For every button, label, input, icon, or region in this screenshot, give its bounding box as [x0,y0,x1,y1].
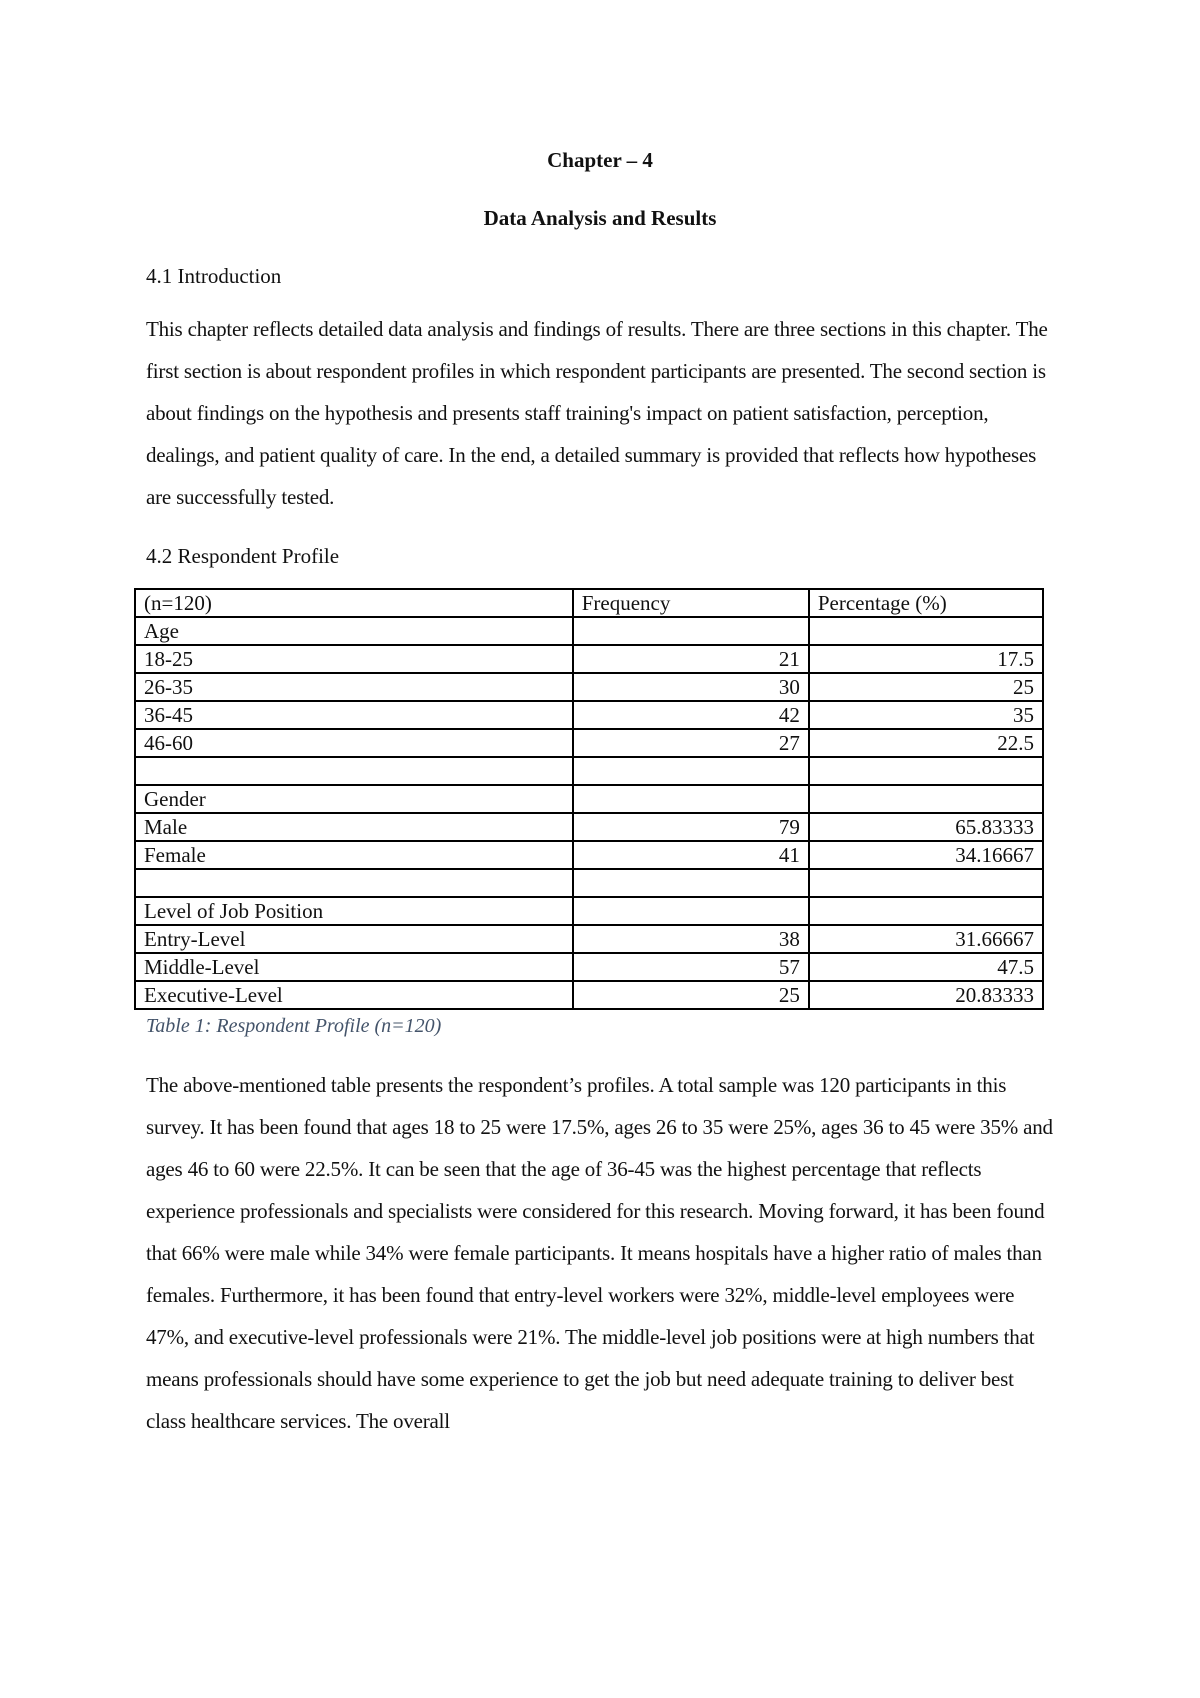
table-cell: 17.5 [809,645,1043,673]
table-cell [809,757,1043,785]
table-row [135,813,1043,841]
table-cell: 41 [573,841,809,869]
table-cell [573,757,809,785]
chapter-title: Chapter – 4 [547,148,653,172]
table-cell: 31.66667 [809,925,1043,953]
table-cell [573,869,809,897]
table-header-cell: Frequency [573,589,809,617]
table-cell: 27 [573,729,809,757]
table-header-row [135,589,1043,617]
table-row [135,729,1043,757]
table-cell: 30 [573,673,809,701]
table-cell: 34.16667 [809,841,1043,869]
table-row [135,897,1043,925]
table-cell: 35 [809,701,1043,729]
table-cell: 36-45 [135,701,573,729]
introduction-paragraph: This chapter reflects detailed data analysis and findings of results. There are three sections in this chapter. The first section is about respondent profiles in which respondent participants are presented. The second section is about findings on the hypothesis and presents staff training's impact on patient satisfaction, perception, dealings, and patient quality of care. In the end, a detailed summary is provided that reflects how hypotheses are successfully tested. [146,317,1048,509]
table-cell: 57 [573,953,809,981]
table-cell: Male [135,813,573,841]
table-cell: 46-60 [135,729,573,757]
table-row [135,673,1043,701]
chapter-subtitle: Data Analysis and Results [483,206,717,230]
table-cell: 21 [573,645,809,673]
table-cell: Female [135,841,573,869]
table-cell: Age [135,617,573,645]
table-cell: 38 [573,925,809,953]
table-cell: 20.83333 [809,981,1043,1009]
table-cell [573,785,809,813]
table-header-cell: (n=120) [135,589,573,617]
table-cell [135,869,573,897]
table-row [135,981,1043,1009]
table-cell: Middle-Level [135,953,573,981]
table-cell: 18-25 [135,645,573,673]
table-row [135,645,1043,673]
table-cell: Gender [135,785,573,813]
table-cell [809,869,1043,897]
table-cell: Executive-Level [135,981,573,1009]
table-caption: Table 1: Respondent Profile (n=120) [146,1015,442,1037]
respondent-profile-heading: 4.2 Respondent Profile [146,544,340,568]
table-cell: 25 [573,981,809,1009]
table-cell [135,757,573,785]
page-content [146,140,1054,1442]
table-row [135,841,1043,869]
table-row [135,869,1043,897]
respondent-profile-table [134,588,1044,1010]
table-row [135,617,1043,645]
table-cell [573,617,809,645]
table-cell: Entry-Level [135,925,573,953]
table-cell [809,785,1043,813]
table-cell: 42 [573,701,809,729]
table-cell: Level of Job Position [135,897,573,925]
table-cell [809,617,1043,645]
table-cell: 22.5 [809,729,1043,757]
table-cell: 26-35 [135,673,573,701]
table-header-cell: Percentage (%) [809,589,1043,617]
table-cell: 25 [809,673,1043,701]
table-row [135,953,1043,981]
table-cell [809,897,1043,925]
table-row [135,757,1043,785]
table-cell [573,897,809,925]
table-cell: 47.5 [809,953,1043,981]
table-row [135,925,1043,953]
table-cell: 79 [573,813,809,841]
introduction-heading: 4.1 Introduction [146,264,282,288]
table-row [135,701,1043,729]
profile-discussion-paragraph: The above-mentioned table presents the respondent’s profiles. A total sample was 120 participants in this survey. It has been found that ages 18 to 25 were 17.5%, ages 26 to 35 were 25%, ages 36 to 45 were 35% and ages 46 to 60 were 22.5%. It can be seen that the age of 36-45 was the highest percentage that reflects experience professionals and specialists were considered for this research. Moving forward, it has been found that 66% were male while 34% were female participants. It means hospitals have a higher ratio of males than females. Furthermore, it has been found that entry-level workers were 32%, middle-level employees were 47%, and executive-level professionals were 21%. The middle-level job positions were at high numbers that means professionals should have some experience to get the job but need adequate training to deliver best class healthcare services. The overall [146,1073,1053,1433]
table-row [135,785,1043,813]
table-cell: 65.83333 [809,813,1043,841]
